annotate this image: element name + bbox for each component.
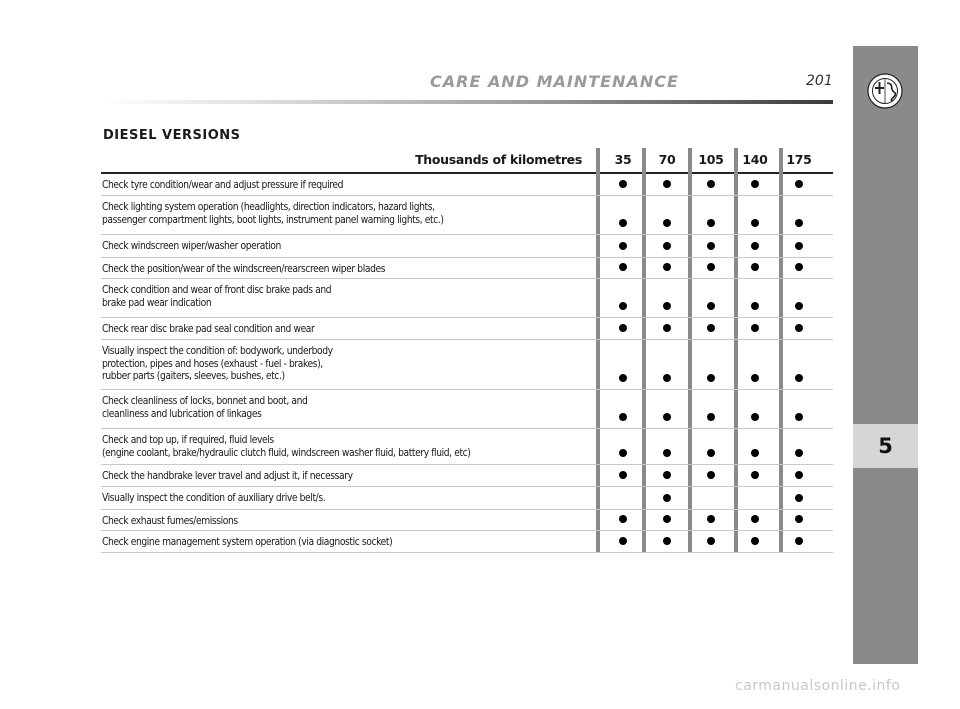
service-dot <box>663 242 671 250</box>
watermark: carmanualsonline.info <box>735 678 901 694</box>
task-line: Check and top up, if required, fluid levels <box>102 435 274 446</box>
table-row <box>101 196 833 235</box>
task-line: Check rear disc brake pad seal condition and wear <box>102 324 315 335</box>
task-line: Check condition and wear of front disc brake pads and <box>102 285 332 296</box>
service-dot <box>707 180 715 188</box>
table-row <box>101 318 833 340</box>
task-line: rubber parts (gaiters, sleeves, bushes, etc.) <box>102 371 285 383</box>
service-dot <box>751 302 759 310</box>
service-dot <box>619 537 627 545</box>
page-header-title: CARE AND MAINTENANCE <box>430 72 679 91</box>
service-dot <box>619 180 627 188</box>
maintenance-task <box>102 285 582 310</box>
maintenance-task <box>102 516 582 529</box>
maintenance-task <box>102 471 582 484</box>
service-dot <box>795 180 803 188</box>
table-row <box>101 174 833 196</box>
service-dot <box>795 494 803 502</box>
maintenance-task <box>102 324 582 337</box>
table-row <box>101 465 833 487</box>
service-dot <box>663 537 671 545</box>
service-dot <box>707 515 715 523</box>
service-dot <box>751 263 759 271</box>
service-dot <box>619 219 627 227</box>
service-dot <box>795 471 803 479</box>
task-line: Check lighting system operation (headlights, direction indicators, hazard lights, <box>102 202 435 213</box>
task-line: Check windscreen wiper/washer operation <box>102 241 281 252</box>
service-dot <box>619 263 627 271</box>
table-row <box>101 510 833 531</box>
task-line: Check cleanliness of locks, bonnet and boot, and <box>102 396 308 407</box>
interval-header: 140 <box>742 152 768 167</box>
service-dot <box>795 515 803 523</box>
service-dot <box>663 471 671 479</box>
service-dot <box>751 180 759 188</box>
service-dot <box>663 494 671 502</box>
maintenance-task <box>102 264 582 277</box>
task-line: protection, pipes and hoses (exhaust - fuel - brakes), <box>102 358 323 370</box>
task-line: cleanliness and lubrication of linkages <box>102 408 262 420</box>
alfa-romeo-badge-icon <box>867 73 903 109</box>
service-dot <box>707 302 715 310</box>
service-dot <box>751 324 759 332</box>
service-dot <box>619 413 627 421</box>
service-dot <box>619 449 627 457</box>
service-dot <box>795 449 803 457</box>
maintenance-task <box>102 396 582 421</box>
maintenance-task <box>102 537 582 550</box>
service-dot <box>663 515 671 523</box>
service-dot <box>619 471 627 479</box>
chapter-number: 5 <box>853 424 918 468</box>
task-line: Check the handbrake lever travel and adjust it, if necessary <box>102 471 353 482</box>
service-dot <box>751 515 759 523</box>
service-dot <box>707 219 715 227</box>
table-row <box>101 390 833 429</box>
service-dot <box>707 471 715 479</box>
service-dot <box>619 242 627 250</box>
task-line: Visually inspect the condition of auxiliary drive belt/s. <box>102 493 326 504</box>
service-dot <box>751 219 759 227</box>
service-dot <box>707 263 715 271</box>
task-line: Check the position/wear of the windscreen/rearscreen wiper blades <box>102 264 386 275</box>
service-dot <box>707 374 715 382</box>
maintenance-task <box>102 241 582 254</box>
service-dot <box>751 413 759 421</box>
maintenance-task <box>102 202 582 227</box>
table-row <box>101 279 833 318</box>
side-chapter-tab <box>853 46 918 664</box>
task-line: passenger compartment lights, boot lights, instrument panel warning lights, etc.) <box>102 214 444 226</box>
service-dot <box>795 537 803 545</box>
page-number: 201 <box>806 73 833 89</box>
service-dot <box>795 413 803 421</box>
service-dot <box>619 515 627 523</box>
task-line: Check exhaust fumes/emissions <box>102 516 238 527</box>
service-dot <box>795 302 803 310</box>
maintenance-task <box>102 493 582 506</box>
task-line: (engine coolant, brake/hydraulic clutch fluid, windscreen washer fluid, battery fluid, etc) <box>102 447 471 459</box>
service-dot <box>751 537 759 545</box>
service-dot <box>663 219 671 227</box>
interval-header: 105 <box>698 152 724 167</box>
service-dot <box>707 413 715 421</box>
service-dot <box>663 302 671 310</box>
service-dot <box>663 449 671 457</box>
table-row <box>101 258 833 279</box>
interval-header: 175 <box>786 152 812 167</box>
table-row <box>101 235 833 258</box>
service-dot <box>663 263 671 271</box>
service-dot <box>663 413 671 421</box>
service-dot <box>751 471 759 479</box>
interval-header: 35 <box>614 152 632 167</box>
maintenance-schedule-table <box>101 148 833 553</box>
service-dot <box>707 449 715 457</box>
service-dot <box>619 302 627 310</box>
service-dot <box>751 242 759 250</box>
table-row <box>101 531 833 553</box>
service-dot <box>663 180 671 188</box>
interval-label: Thousands of kilometres <box>415 152 582 167</box>
service-dot <box>707 537 715 545</box>
task-line: brake pad wear indication <box>102 297 212 309</box>
service-dot <box>619 374 627 382</box>
service-dot <box>663 324 671 332</box>
maintenance-task <box>102 346 582 384</box>
maintenance-task <box>102 435 582 460</box>
service-dot <box>707 324 715 332</box>
interval-header: 70 <box>658 152 676 167</box>
service-dot <box>619 324 627 332</box>
service-dot <box>795 374 803 382</box>
service-dot <box>795 242 803 250</box>
service-dot <box>795 263 803 271</box>
task-line: Check tyre condition/wear and adjust pressure if required <box>102 180 344 191</box>
service-dot <box>795 219 803 227</box>
service-dot <box>751 374 759 382</box>
service-dot <box>663 374 671 382</box>
service-dot <box>707 242 715 250</box>
service-dot <box>751 449 759 457</box>
table-row <box>101 487 833 510</box>
task-line: Visually inspect the condition of: bodywork, underbody <box>102 346 333 357</box>
table-row <box>101 429 833 465</box>
task-line: Check engine management system operation (via diagnostic socket) <box>102 537 393 548</box>
service-dot <box>795 324 803 332</box>
table-row <box>101 340 833 390</box>
section-title: DIESEL VERSIONS <box>103 128 241 143</box>
maintenance-task <box>102 180 582 193</box>
header-divider <box>100 100 833 104</box>
